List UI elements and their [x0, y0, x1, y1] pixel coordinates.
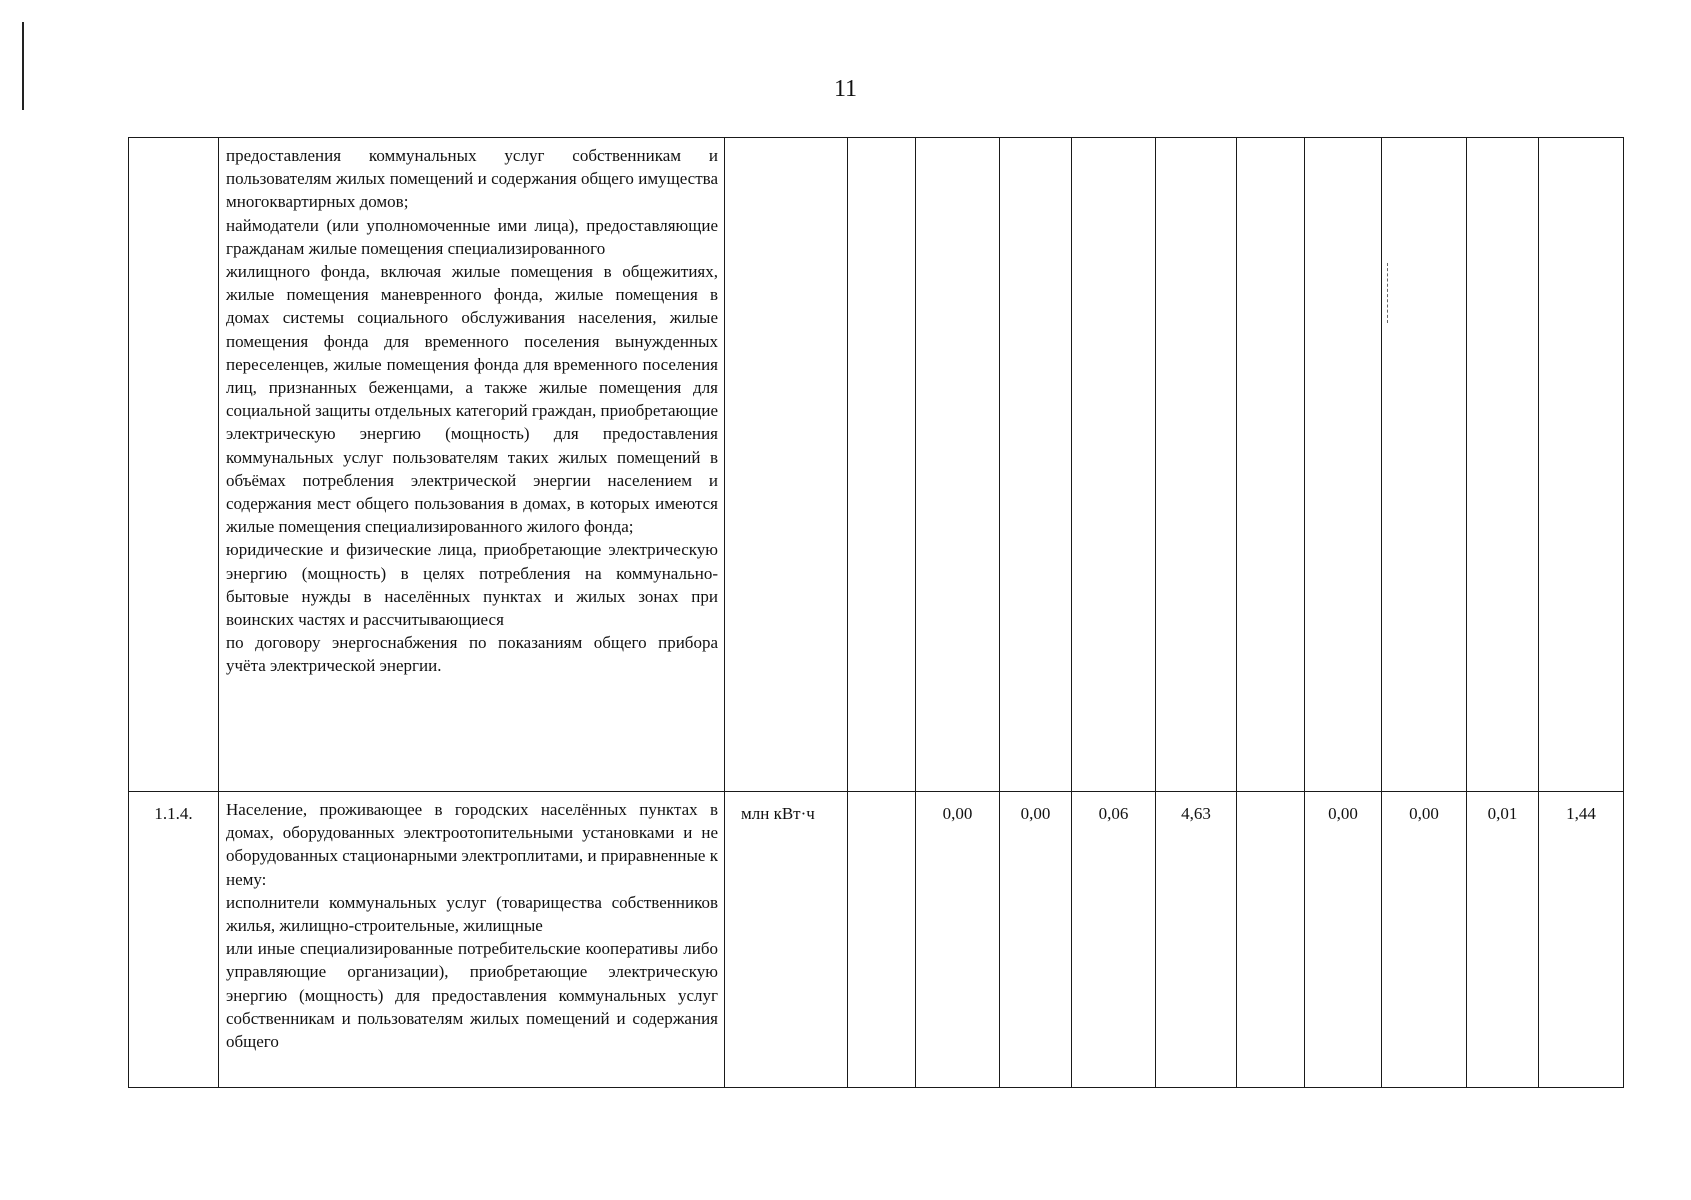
data-table — [128, 137, 1624, 1088]
value-cell — [1237, 792, 1305, 1088]
value-cell — [848, 792, 916, 1088]
row-code — [129, 138, 219, 792]
row-code: 1.1.4. — [129, 792, 219, 1088]
scan-artifact-line — [1387, 263, 1389, 323]
table-row — [129, 792, 1624, 1088]
page-number: 11 — [833, 76, 858, 102]
value-cell — [1467, 138, 1539, 792]
row-unit — [725, 138, 848, 792]
value-cell — [848, 138, 916, 792]
row-unit: млн кВт·ч — [725, 792, 848, 1088]
value-cell: 0,00 — [1305, 792, 1382, 1088]
row-description — [219, 792, 725, 1088]
value-cell: 0,06 — [1072, 792, 1156, 1088]
value-cell — [1072, 138, 1156, 792]
description-paragraph: или иные специализированные потребительские кооперативы либо управляющие организации), приобретающие электрическую энергию (мощность) для предоставления коммунальных услуг собственникам и пользователям жилых помещений и содержания общего — [226, 939, 718, 1052]
value-cell — [1305, 138, 1382, 792]
value-cell: 0,01 — [1467, 792, 1539, 1088]
value-cell — [1156, 138, 1237, 792]
row-description — [219, 138, 725, 792]
description-paragraph: юридические и физические лица, приобретающие электрическую энергию (мощность) в целях потребления на коммунально-бытовые нужды в населённых пунктах и жилых зонах при воинских частях и рассчитывающиеся — [226, 540, 718, 630]
value-cell: 0,00 — [1382, 792, 1467, 1088]
value-cell: 4,63 — [1156, 792, 1237, 1088]
description-paragraph: исполнители коммунальных услуг (товарищества собственников жилья, жилищно-строительные, жилищные — [226, 892, 718, 936]
description-paragraph: предоставления коммунальных услуг собственникам и пользователям жилых помещений и содержания общего имущества многоквартирных домов; — [226, 146, 718, 212]
table-row — [129, 138, 1624, 792]
description-paragraph: по договору энергоснабжения по показаниям общего прибора учёта электрической энергии. — [226, 633, 718, 676]
value-cell — [1000, 138, 1072, 792]
value-cell: 0,00 — [916, 792, 1000, 1088]
description-paragraph: наймодатели (или уполномоченные ими лица), предоставляющие гражданам жилые помещения специализированного — [226, 215, 718, 258]
value-cell: 0,00 — [1000, 792, 1072, 1088]
value-cell — [1382, 138, 1467, 792]
description-paragraph: жилищного фонда, включая жилые помещения в общежитиях, жилые помещения маневренного фонда, жилые помещения в домах системы социального обслуживания населения, жилые помещения фонда для временного поселения вынужденных переселенцев, жилые помещения фонда для временного поселения лиц, признанных беженцами, а также жилые помещения для социальной защиты отдельных категорий граждан, приобретающие электрическую энергию (мощность) для предоставления коммунальных услуг пользователям таких жилых помещений в объёмах потребления электрической энергии населением и содержания мест общего пользования в домах, в которых имеются жилые помещения специализированного жилого фонда; — [226, 262, 718, 537]
value-cell: 1,44 — [1539, 792, 1624, 1088]
value-cell — [1237, 138, 1305, 792]
description-paragraph: Население, проживающее в городских населённых пунктах в домах, оборудованных электроотопительными установками и не оборудованных стационарными электроплитами, и приравненные к нему: — [226, 800, 718, 889]
value-cell — [916, 138, 1000, 792]
value-cell — [1539, 138, 1624, 792]
